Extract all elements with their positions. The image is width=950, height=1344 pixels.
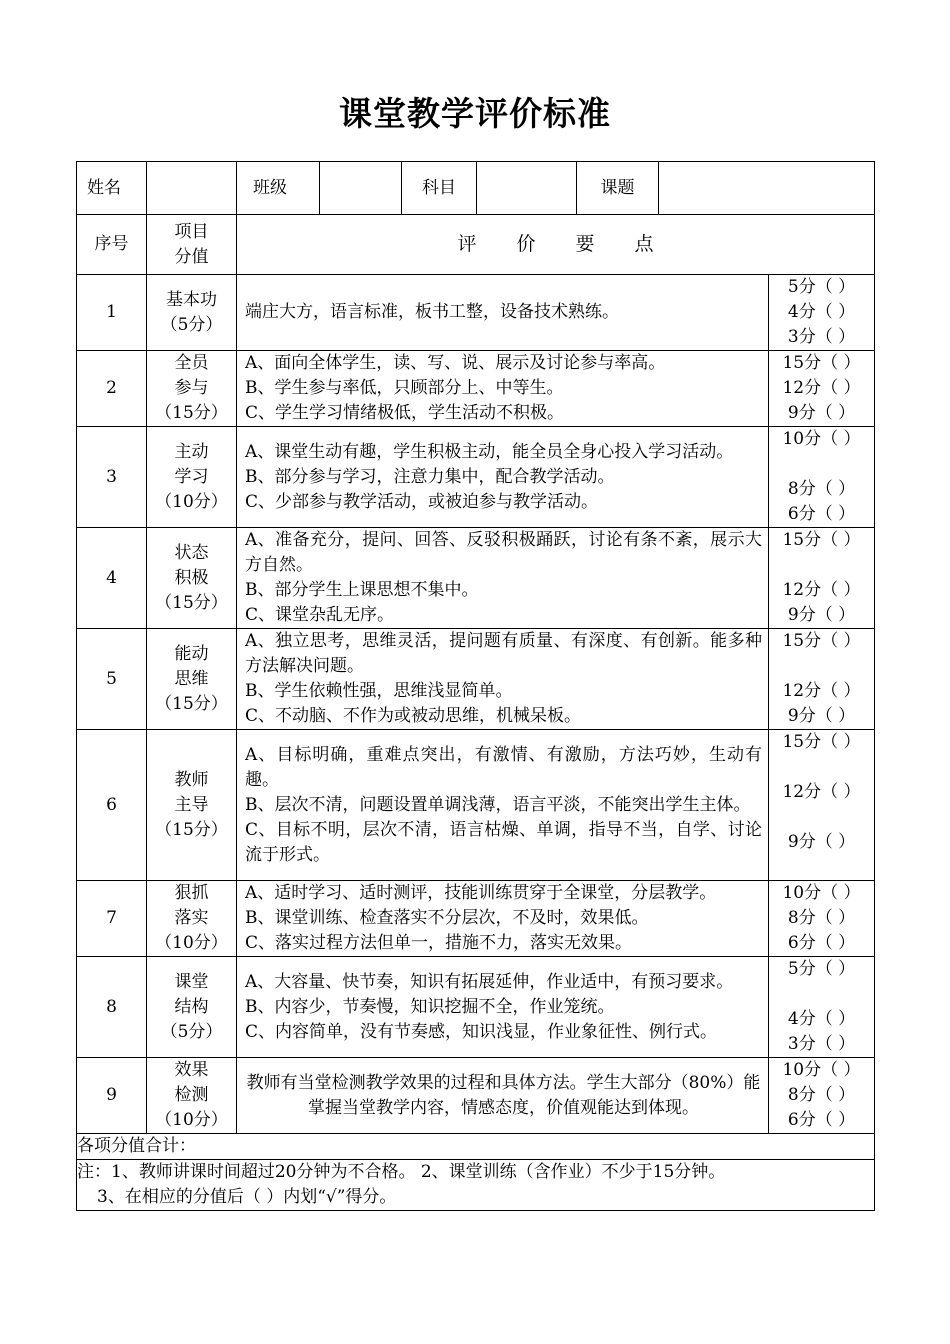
header-no: 序号 <box>77 215 147 275</box>
score-option[interactable]: 4分（ ） <box>787 302 856 322</box>
row-item-line: 状态 <box>174 542 209 563</box>
criteria-text: B、内容少，节奏慢，知识挖掘不全，作业笼统。 <box>245 996 615 1017</box>
criteria-text: A、面向全体学生，读、写、说、展示及讨论参与率高。 <box>245 353 666 373</box>
criteria-text: A、独立思考，思维灵活，提问题有质量、有深度、有创新。能多种方法解决问题。 <box>245 631 762 676</box>
score-option[interactable]: 12分（ ） <box>782 378 861 398</box>
row-scores <box>769 351 875 427</box>
score-option[interactable]: 5分（ ） <box>787 277 856 297</box>
score-option[interactable]: 12分（ ） <box>782 681 861 701</box>
table-row <box>77 351 875 427</box>
subject-field[interactable] <box>477 162 577 215</box>
row-item-line: 结构 <box>174 996 209 1017</box>
criteria-text: 教师有当堂检测教学效果的过程和具体方法。学生大部分（80%）能掌握当堂教学内容，情感态度，价值观能达到体现。 <box>246 1072 761 1118</box>
row-item-line: （10分） <box>155 1110 228 1130</box>
row-number: 5 <box>77 629 147 730</box>
row-scores <box>769 528 875 629</box>
row-item-line: 课堂 <box>174 971 209 992</box>
row-scores <box>769 275 875 351</box>
criteria-text: B、部分学生上课思想不集中。 <box>245 580 479 600</box>
score-option[interactable]: 15分（ ） <box>782 530 861 550</box>
criteria-text: C、课堂杂乱无序。 <box>245 605 395 625</box>
score-option[interactable]: 9分（ ） <box>787 403 856 423</box>
score-option[interactable]: 9分（ ） <box>787 832 856 852</box>
row-item <box>147 629 237 730</box>
row-criteria <box>237 881 769 957</box>
criteria-text: B、课堂训练、检查落实不分层次，不及时，效果低。 <box>245 908 649 928</box>
score-option[interactable]: 3分（ ） <box>787 1034 856 1054</box>
table-row <box>77 730 875 881</box>
row-item-line: 参与 <box>174 378 209 398</box>
note-line-1: 注：1、教师讲课时间超过20分钟为不合格。 2、课堂训练（含作业）不少于15分钟。 <box>77 1162 726 1182</box>
row-criteria <box>237 730 769 881</box>
criteria-text: C、少部参与教学活动，或被迫参与教学活动。 <box>245 491 599 512</box>
score-option[interactable]: 15分（ ） <box>782 732 861 752</box>
score-option[interactable] <box>769 982 874 1007</box>
table-row <box>77 275 875 351</box>
row-criteria <box>237 957 769 1058</box>
row-item-line: （15分） <box>155 592 228 613</box>
row-number: 7 <box>77 881 147 957</box>
score-option[interactable]: 9分（ ） <box>787 605 856 625</box>
score-option[interactable]: 3分（ ） <box>787 327 856 347</box>
criteria-text: C、落实过程方法但单一，措施不力，落实无效果。 <box>245 933 633 953</box>
notes-cell <box>77 1160 875 1211</box>
row-criteria <box>237 629 769 730</box>
row-criteria <box>237 275 769 351</box>
score-option[interactable] <box>769 805 874 830</box>
table-row <box>77 881 875 957</box>
row-item <box>147 730 237 881</box>
table-row <box>77 629 875 730</box>
row-item-line: 教师 <box>174 769 209 790</box>
row-scores <box>769 629 875 730</box>
criteria-rows <box>77 275 875 1134</box>
criteria-text: A、适时学习、适时测评，技能训练贯穿于全课堂，分层教学。 <box>245 883 717 903</box>
name-field[interactable] <box>147 162 237 215</box>
page-title: 课堂教学评价标准 <box>339 94 611 133</box>
criteria-text: B、学生参与率低，只顾部分上、中等生。 <box>245 378 564 398</box>
row-scores <box>769 427 875 528</box>
row-item-line: 学习 <box>174 466 209 487</box>
row-item <box>147 528 237 629</box>
row-item <box>147 957 237 1058</box>
row-number: 8 <box>77 957 147 1058</box>
row-item-line: （5分） <box>160 1021 223 1042</box>
table-row <box>77 528 875 629</box>
row-item-line: 检测 <box>174 1085 209 1105</box>
row-item-line: 基本功 <box>166 289 217 310</box>
row-number: 6 <box>77 730 147 881</box>
row-item-line: （15分） <box>155 693 228 714</box>
row-item-line: 狠抓 <box>174 883 209 903</box>
criteria-text: B、部分参与学习，注意力集中，配合教学活动。 <box>245 466 615 487</box>
row-item-line: （10分） <box>155 491 228 512</box>
header-criteria: 评价要点 <box>237 215 875 275</box>
row-scores <box>769 957 875 1058</box>
score-option[interactable]: 6分（ ） <box>787 504 856 524</box>
header-row <box>77 215 875 275</box>
row-item-line: 全员 <box>174 353 209 373</box>
score-option[interactable]: 15分（ ） <box>782 631 861 651</box>
header-item <box>147 215 237 275</box>
criteria-text: A、大容量、快节奏，知识有拓展延伸，作业适中，有预习要求。 <box>245 971 734 992</box>
row-item <box>147 351 237 427</box>
row-scores <box>769 1058 875 1134</box>
row-number: 2 <box>77 351 147 427</box>
row-item <box>147 427 237 528</box>
note-line-2: 3、在相应的分值后（ ）内划“√”得分。 <box>97 1187 397 1207</box>
table-row <box>77 427 875 528</box>
row-criteria <box>237 1058 769 1134</box>
row-number: 1 <box>77 275 147 351</box>
score-option[interactable]: 12分（ ） <box>782 580 861 600</box>
row-item-line: 落实 <box>174 908 209 928</box>
score-option[interactable] <box>769 654 874 679</box>
table-row <box>77 957 875 1058</box>
score-option[interactable]: 8分（ ） <box>787 1085 856 1105</box>
topic-label: 课题 <box>577 162 659 215</box>
score-option[interactable] <box>769 553 874 578</box>
score-option[interactable]: 12分（ ） <box>782 782 861 802</box>
criteria-text: C、不动脑、不作为或被动思维，机械呆板。 <box>245 706 582 726</box>
header-item-line2: 分值 <box>174 246 209 267</box>
row-item-line: 主导 <box>174 794 209 815</box>
score-option[interactable]: 5分（ ） <box>787 959 856 979</box>
criteria-text: C、学生学习情绪极低，学生活动不积极。 <box>245 403 565 423</box>
criteria-text: 端庄大方，语言标准，板书工整，设备技术熟练。 <box>245 302 619 322</box>
criteria-text: A、准备充分，提问、回答、反驳积极踊跃，讨论有条不紊，展示大方自然。 <box>245 530 762 575</box>
row-item <box>147 275 237 351</box>
score-option[interactable]: 10分（ ） <box>782 1060 861 1080</box>
score-option[interactable] <box>769 855 874 880</box>
row-number: 3 <box>77 427 147 528</box>
criteria-text: C、内容简单，没有节奏感，知识浅显，作业象征性、例行式。 <box>245 1021 718 1042</box>
info-row <box>77 162 875 215</box>
score-option[interactable] <box>769 755 874 780</box>
score-option[interactable]: 8分（ ） <box>787 908 856 928</box>
total-label: 各项分值合计： <box>77 1134 875 1160</box>
row-criteria <box>237 528 769 629</box>
score-option[interactable]: 4分（ ） <box>787 1009 856 1029</box>
score-option[interactable]: 10分（ ） <box>782 429 861 449</box>
row-item-line: 效果 <box>174 1060 209 1080</box>
row-item-line: 思维 <box>174 668 209 689</box>
row-item-line: 主动 <box>174 441 209 462</box>
row-item-line: （15分） <box>155 403 228 423</box>
row-item <box>147 881 237 957</box>
criteria-text: B、学生依赖性强，思维浅显简单。 <box>245 681 513 701</box>
row-criteria <box>237 427 769 528</box>
score-option[interactable]: 6分（ ） <box>787 1110 856 1130</box>
row-scores <box>769 730 875 881</box>
name-label: 姓名 <box>77 162 147 215</box>
row-item-line: （5分） <box>160 314 223 335</box>
row-item-line: 积极 <box>174 567 209 588</box>
table-row <box>77 1058 875 1134</box>
row-item-line: （10分） <box>155 933 228 953</box>
row-item-line: （15分） <box>155 819 228 840</box>
score-option[interactable]: 9分（ ） <box>787 706 856 726</box>
note-row <box>77 1160 875 1211</box>
total-row <box>77 1134 875 1160</box>
row-scores <box>769 881 875 957</box>
evaluation-table <box>76 161 875 1211</box>
score-option[interactable] <box>769 452 874 477</box>
row-criteria <box>237 351 769 427</box>
header-item-line1: 项目 <box>174 221 209 242</box>
score-option[interactable]: 6分（ ） <box>787 933 856 953</box>
criteria-text: A、目标明确，重难点突出，有激情、有激励，方法巧妙，生动有趣。 <box>245 744 762 790</box>
criteria-text: A、课堂生动有趣，学生积极主动，能全员全身心投入学习活动。 <box>245 441 734 462</box>
row-number: 4 <box>77 528 147 629</box>
row-number: 9 <box>77 1058 147 1134</box>
class-label: 班级 <box>237 162 320 215</box>
row-item-line: 能动 <box>174 643 209 664</box>
criteria-text: B、层次不清，问题设置单调浅薄，语言平淡，不能突出学生主体。 <box>245 794 751 815</box>
score-option[interactable]: 10分（ ） <box>782 883 861 903</box>
criteria-text: C、目标不明，层次不清，语言枯燥、单调，指导不当，自学、讨论流于形式。 <box>245 819 762 865</box>
score-option[interactable]: 8分（ ） <box>787 479 856 499</box>
score-option[interactable]: 15分（ ） <box>782 353 861 373</box>
row-item <box>147 1058 237 1134</box>
topic-field[interactable] <box>659 162 875 215</box>
class-field[interactable] <box>320 162 402 215</box>
subject-label: 科目 <box>402 162 477 215</box>
